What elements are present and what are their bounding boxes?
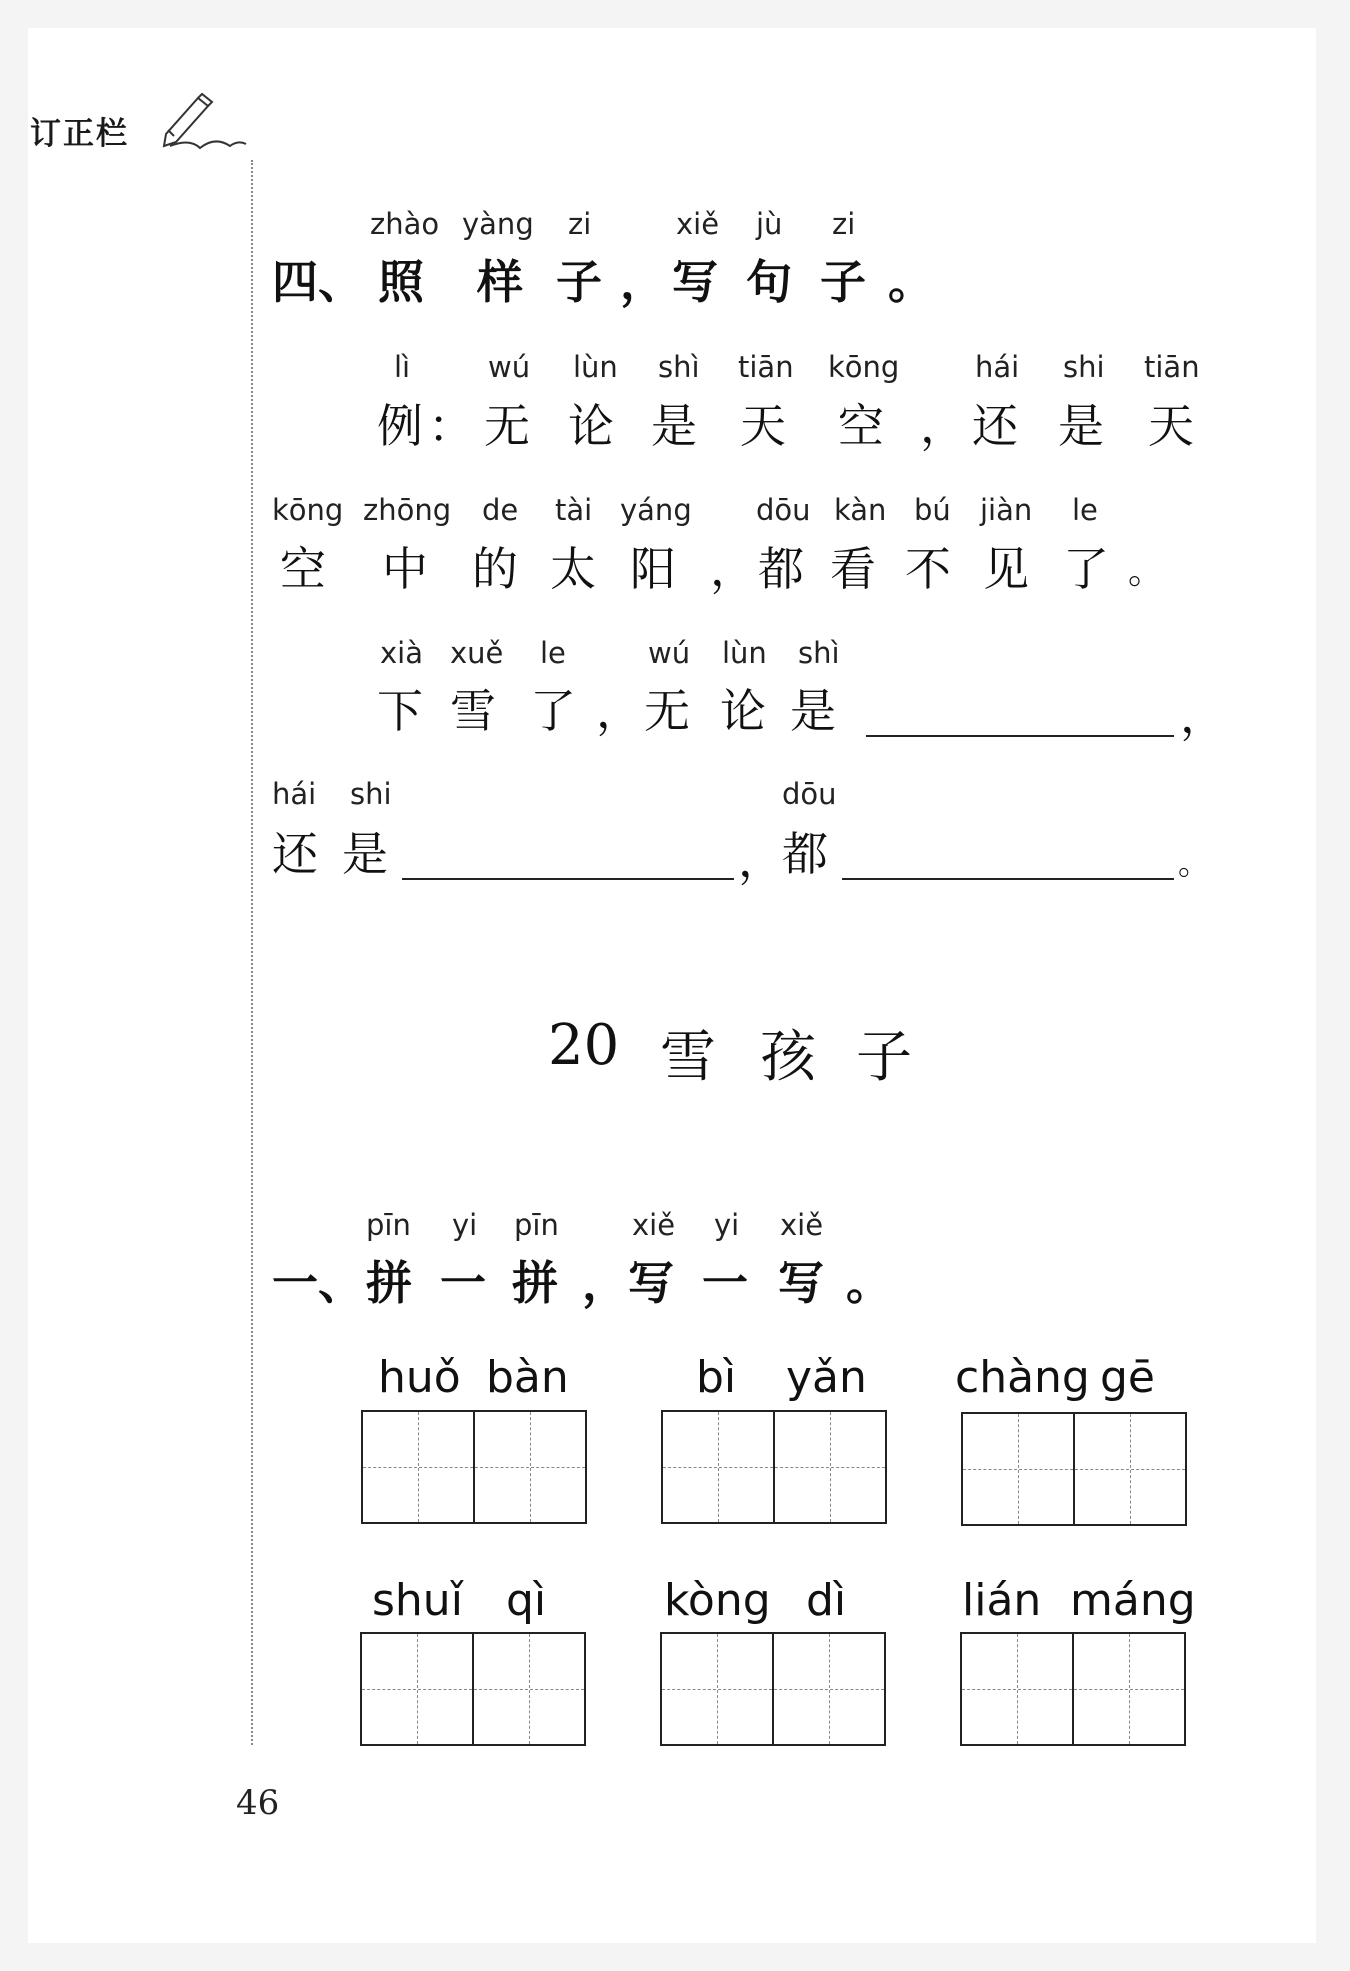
writing-grid[interactable]	[361, 1410, 587, 1524]
example-char: 天	[1148, 399, 1194, 453]
section1-pinyin: yi	[452, 1208, 478, 1242]
exercise-char: 是	[342, 827, 388, 881]
writing-grid[interactable]	[660, 1632, 886, 1746]
example-char: 论	[568, 399, 614, 453]
exercise-pinyin: shi	[350, 777, 392, 811]
section1-char: 一	[440, 1256, 486, 1310]
exercise-comma: ，	[1180, 689, 1226, 743]
example-pinyin: le	[1072, 493, 1098, 527]
pinyin-xie: xiě	[676, 207, 720, 241]
section1-number: 一、	[272, 1256, 364, 1310]
word-pinyin: bàn	[486, 1352, 569, 1403]
example-char: 见	[983, 542, 1029, 596]
writing-grid[interactable]	[961, 1412, 1187, 1526]
example-pinyin: kōng	[272, 493, 344, 527]
writing-grid[interactable]	[661, 1410, 887, 1524]
lesson-title-char: 孩	[760, 1025, 816, 1090]
exercise-char: 论	[720, 684, 766, 738]
section4-char: 句	[746, 255, 792, 309]
lesson-title-char: 子	[856, 1025, 912, 1090]
answer-blank-3[interactable]	[842, 878, 1174, 880]
word-pinyin: qì	[506, 1575, 547, 1626]
exercise-pinyin: shì	[798, 636, 840, 670]
example-pinyin: lì	[394, 350, 411, 384]
exercise-char: 都	[782, 827, 828, 881]
exercise-pinyin: xuě	[450, 636, 504, 670]
section4-char: 照	[378, 255, 424, 309]
exercise-period: 。	[1178, 844, 1211, 882]
writing-grid[interactable]	[360, 1632, 586, 1746]
example-char: 是	[651, 399, 697, 453]
example-char: 空	[838, 399, 884, 453]
word-pinyin: shuǐ	[372, 1575, 463, 1626]
example-pinyin: kàn	[834, 493, 887, 527]
section1-pinyin: xiě	[632, 1208, 676, 1242]
word-pinyin: lián	[962, 1575, 1042, 1626]
example-char: 还	[972, 399, 1018, 453]
section4-char: 子	[820, 255, 866, 309]
section1-char: 写	[628, 1256, 674, 1310]
example-char: 。	[1128, 551, 1165, 592]
word-pinyin: huǒ	[378, 1352, 461, 1403]
pinyin-ju: jù	[756, 207, 783, 241]
example-pinyin: wú	[488, 350, 531, 384]
word-pinyin: dì	[806, 1575, 847, 1626]
exercise-char: 下	[377, 684, 423, 738]
lesson-number: 20	[548, 1013, 620, 1078]
exercise-char: 是	[790, 684, 836, 738]
correction-column-title: 订正栏	[30, 116, 129, 152]
example-char: ，	[920, 399, 966, 453]
example-char: 中	[382, 542, 428, 596]
writing-grid[interactable]	[960, 1632, 1186, 1746]
exercise-char: ，	[596, 684, 642, 738]
margin-divider	[251, 160, 253, 1745]
section1-char: 一	[702, 1256, 748, 1310]
example-pinyin: kōng	[828, 350, 900, 384]
section1-pinyin: pīn	[514, 1208, 559, 1242]
example-char: 是	[1058, 399, 1104, 453]
pinyin-yang: yàng	[462, 207, 534, 241]
example-pinyin: shì	[658, 350, 700, 384]
example-char: 都	[758, 542, 804, 596]
example-pinyin: de	[482, 493, 519, 527]
lesson-title-char: 雪	[660, 1025, 716, 1090]
section4-char: ，	[620, 255, 666, 309]
section4-char: 样	[477, 255, 523, 309]
example-char: 看	[830, 542, 876, 596]
example-char: ，	[710, 542, 756, 596]
example-pinyin: tài	[555, 493, 593, 527]
example-pinyin: hái	[975, 350, 1020, 384]
exercise-comma: ，	[738, 833, 784, 887]
example-char: 天	[740, 399, 786, 453]
section1-char: 拼	[512, 1256, 558, 1310]
example-char: 不	[905, 542, 951, 596]
exercise-char: 还	[272, 827, 318, 881]
example-char: 的	[472, 542, 518, 596]
exercise-char: 雪	[450, 684, 496, 738]
exercise-pinyin: wú	[648, 636, 691, 670]
pencil-icon	[160, 90, 250, 150]
section4-char: 。	[888, 255, 934, 309]
example-pinyin: lùn	[573, 350, 618, 384]
exercise-pinyin: hái	[272, 777, 317, 811]
example-char: ：	[428, 399, 474, 453]
pinyin-zhao: zhào	[370, 207, 440, 241]
example-pinyin: shi	[1063, 350, 1105, 384]
answer-blank-1[interactable]	[866, 735, 1174, 737]
exercise-pinyin: dōu	[782, 777, 837, 811]
word-pinyin: máng	[1070, 1575, 1196, 1626]
section1-pinyin: yi	[714, 1208, 740, 1242]
example-pinyin: bú	[914, 493, 951, 527]
word-pinyin: yǎn	[786, 1352, 867, 1403]
example-char: 太	[550, 542, 596, 596]
section1-pinyin: pīn	[366, 1208, 411, 1242]
example-char: 无	[484, 399, 530, 453]
example-pinyin: dōu	[756, 493, 811, 527]
example-pinyin: tiān	[1144, 350, 1200, 384]
word-pinyin: gē	[1100, 1352, 1155, 1403]
example-pinyin: jiàn	[980, 493, 1033, 527]
word-pinyin: kòng	[664, 1575, 771, 1626]
section4-number: 四、	[272, 255, 364, 309]
word-pinyin: chàng	[955, 1352, 1090, 1403]
example-char: 了	[1063, 542, 1109, 596]
section1-char: ，	[582, 1256, 628, 1310]
example-pinyin: zhōng	[363, 493, 452, 527]
page-number: 46	[236, 1783, 280, 1823]
exercise-pinyin: xià	[380, 636, 423, 670]
section1-char: 拼	[366, 1256, 412, 1310]
section1-pinyin: xiě	[780, 1208, 824, 1242]
example-pinyin: tiān	[738, 350, 794, 384]
pinyin-zi-2: zi	[832, 207, 856, 241]
section1-char: 。	[846, 1256, 892, 1310]
example-char: 阳	[630, 542, 676, 596]
section4-char: 写	[672, 255, 718, 309]
section1-char: 写	[778, 1256, 824, 1310]
exercise-char: 无	[644, 684, 690, 738]
example-pinyin: yáng	[620, 493, 692, 527]
section4-char: 子	[556, 255, 602, 309]
word-pinyin: bì	[696, 1352, 737, 1403]
exercise-pinyin: le	[540, 636, 566, 670]
exercise-char: 了	[530, 684, 576, 738]
answer-blank-2[interactable]	[402, 878, 734, 880]
example-char: 空	[280, 542, 326, 596]
example-char: 例	[377, 399, 423, 453]
exercise-pinyin: lùn	[722, 636, 767, 670]
pinyin-zi: zi	[568, 207, 592, 241]
